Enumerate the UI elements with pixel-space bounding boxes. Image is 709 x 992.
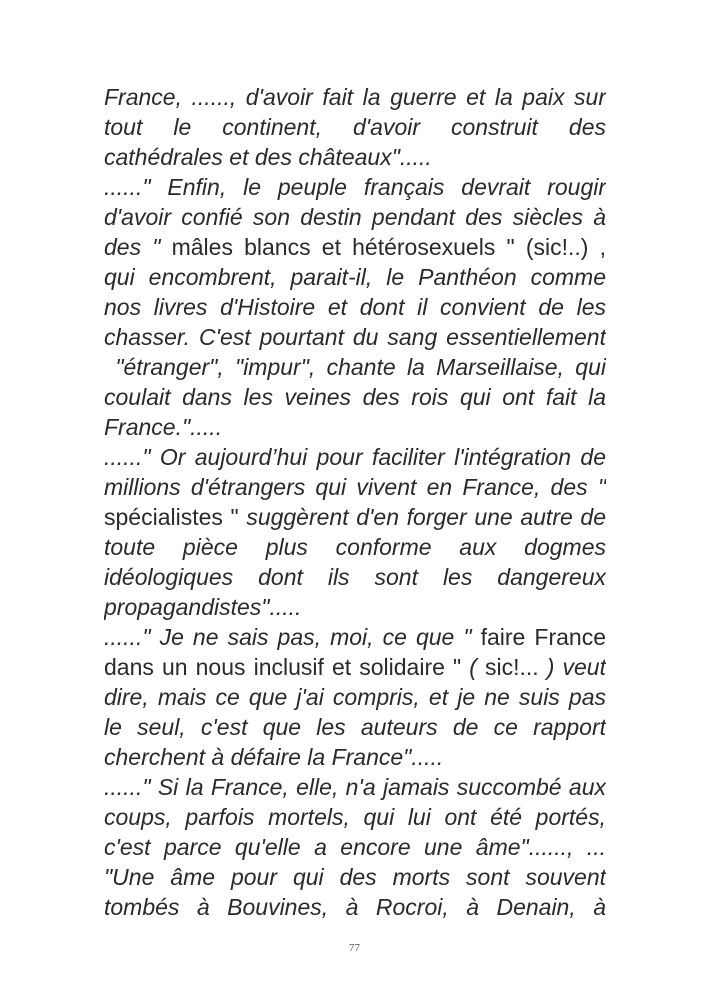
text-segment: d'avoir confié son destin pendant des siècles à [104,204,606,230]
text-segment: ( [469,654,485,680]
text-segment: "étranger", "impur", chante la Marseillaise, qui [104,354,606,380]
text-segment: spécialistes " [104,504,247,530]
text-segment: c'est parce qu'elle a encore une âme"......, ... [104,834,606,860]
text-line [104,802,606,832]
text-segment: mâles blancs et hétérosexuels " (sic!..) , [171,234,606,260]
text-segment: ......" Si la France, elle, n'a jamais succombé aux [104,774,606,800]
text-segment: France, ......, d'avoir fait la guerre et la paix sur [104,84,606,110]
text-line [104,172,606,202]
text-segment: tombés à Bouvines, à Rocroi, à Denain, à [104,894,606,920]
text-segment: idéologiques dont ils sont les dangereux [104,564,606,590]
text-line [104,892,606,922]
text-segment: tout le continent, d'avoir construit des [104,114,606,140]
text-line [104,442,606,472]
text-line [104,412,606,442]
text-segment: "Une âme pour qui des morts sont souvent [104,864,606,890]
text-segment: France."..... [104,414,223,440]
text-segment: des " [104,234,172,260]
text-line [104,382,606,412]
text-segment: dire, mais ce que j'ai compris, et je ne suis pas [104,684,606,710]
text-line [104,322,606,352]
text-line [104,592,606,622]
text-line [104,742,606,772]
text-line [104,832,606,862]
text-line [104,112,606,142]
text-line [104,262,606,292]
text-line [104,472,606,502]
text-line [104,682,606,712]
text-segment: dans un nous inclusif et solidaire " [104,654,470,680]
text-segment: nos livres d'Histoire et dont il convient de les [104,294,606,320]
body-text [104,82,606,922]
text-segment: ......" Je ne sais pas, moi, ce que " [104,624,481,650]
page-number: 77 [349,942,360,954]
text-segment: ......" Or aujourd’hui pour faciliter l'intégration de [104,444,606,470]
text-segment: cathédrales et des châteaux"..... [104,144,432,170]
text-segment: qui encombrent, parait-il, le Panthéon comme [104,264,606,290]
text-segment: faire France [480,624,606,650]
text-line [104,862,606,892]
text-segment: coulait dans les veines des rois qui ont fait la [104,384,606,410]
text-line [104,652,606,682]
text-segment: chasser. C'est pourtant du sang essentiellement [104,324,606,350]
text-line [104,232,606,262]
text-segment: propagandistes"..... [104,594,302,620]
text-line [104,202,606,232]
text-segment: ......" Enfin, le peuple français devrait rougir [104,174,606,200]
text-segment: le seul, c'est que les auteurs de ce rapport [104,714,606,740]
text-line [104,622,606,652]
text-line [104,562,606,592]
text-segment: toute pièce plus conforme aux dogmes [104,534,606,560]
text-line [104,292,606,322]
text-line [104,502,606,532]
text-segment: sic!... [485,654,547,680]
text-segment: ) veut [546,654,606,680]
text-segment: cherchent à défaire la France"..... [104,744,444,770]
text-segment: coups, parfois mortels, qui lui ont été portés, [104,804,606,830]
text-line [104,772,606,802]
text-segment: suggèrent d'en forger une autre de [246,504,606,530]
text-line [104,712,606,742]
text-line [104,532,606,562]
text-line [104,352,606,382]
text-line [104,142,606,172]
text-segment: millions d'étrangers qui vivent en France, des " [104,474,606,500]
text-line [104,82,606,112]
